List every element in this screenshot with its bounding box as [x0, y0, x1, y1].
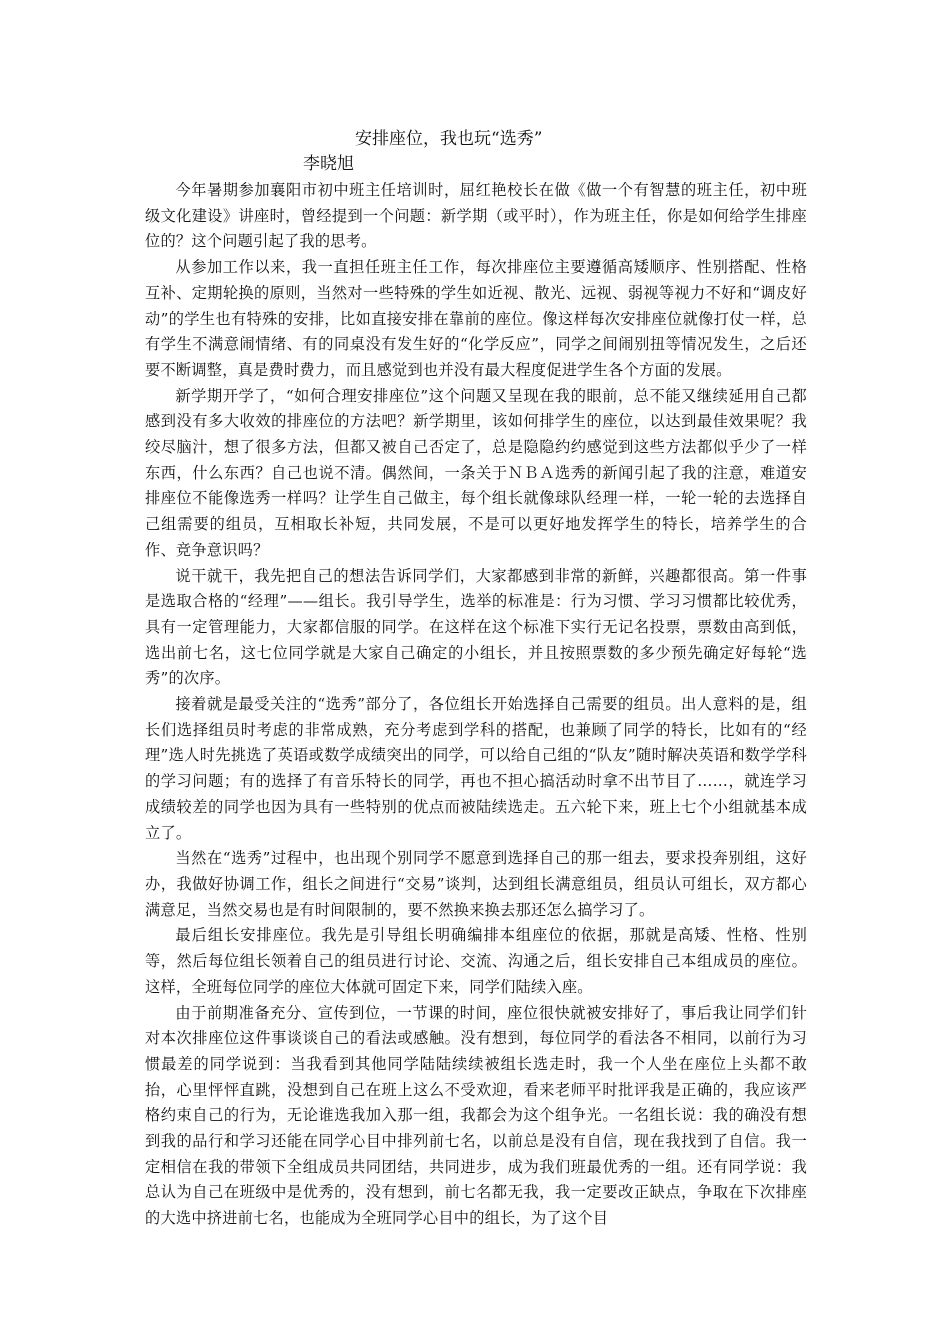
paragraph-3: 新学期开学了，“如何合理安排座位”这个问题又呈现在我的眼前，总不能又继续延用自己都感到没有多大收效的排座位的方法吧？新学期里，该如何排学生的座位，以达到最佳效果呢？我绞尽脑汁，想了很多方法，但都又被自己否定了，总是隐隐约约感觉到这些方法都似乎少了一样东西，什么东西？自己也说不清。偶然间，一条关于ＮＢＡ选秀的新闻引起了我的注意，难道安排座位不能像选秀一样吗？让学生自己做主，每个组长就像球队经理一样，一轮一轮的去选择自己组需要的组员，互相取长补短，共同发展，不是可以更好地发挥学生的特长，培养学生的合作、竞争意识吗？ — [145, 386, 807, 559]
document-author: 李晓旭 — [303, 154, 354, 174]
paragraph-6: 当然在“选秀”过程中，也出现个别同学不愿意到选择自己的那一组去，要求投奔别组，这好办，我做好协调工作，组长之间进行“交易”谈判，达到组长满意组员，组员认可组长，双方都心满意足，当然交易也是有时间限制的，要不然换来换去那还怎么搞学习了。 — [145, 849, 807, 919]
paragraph-8: 由于前期准备充分、宣传到位，一节课的时间，座位很快就被安排好了，事后我让同学们针对本次排座位这件事谈谈自己的看法或感触。没有想到，每位同学的看法各不相同，以前行为习惯最差的同学说到：当我看到其他同学陆陆续续被组长选走时，我一个人坐在座位上头都不敢抬，心里怦怦直跳，没想到自己在班上这么不受欢迎，看来老师平时批评我是正确的，我应该严格约束自己的行为，无论谁选我加入那一组，我都会为这个组争光。一名组长说：我的确没有想到我的品行和学习还能在同学心目中排列前七名，以前总是没有自信，现在我找到了自信。我一定相信在我的带领下全组成员共同团结，共同进步，成为我们班最优秀的一组。还有同学说：我总认为自己在班级中是优秀的，没有想到，前七名都无我，我一定要改正缺点，争取在下次排座的大选中挤进前七名，也能成为全班同学心目中的组长，为了这个目 — [145, 1003, 807, 1228]
paragraph-7: 最后组长安排座位。我先是引导组长明确编排本组座位的依据，那就是高矮、性格、性别等，然后每位组长领着自己的组员进行讨论、交流、沟通之后，组长安排自己本组成员的座位。这样，全班每位同学的座位大体就可固定下来，同学们陆续入座。 — [145, 926, 807, 996]
paragraph-1: 今年暑期参加襄阳市初中班主任培训时，屈红艳校长在做《做一个有智慧的班主任，初中班级文化建设》讲座时，曾经提到一个问题：新学期（或平时），作为班主任，你是如何给学生排座位的？这个问题引起了我的思考。 — [145, 181, 807, 251]
document-body — [145, 178, 807, 1232]
paragraph-2: 从参加工作以来，我一直担任班主任工作，每次排座位主要遵循高矮顺序、性别搭配、性格互补、定期轮换的原则，当然对一些特殊的学生如近视、散光、远视、弱视等视力不好和“调皮好动”的学生也有特殊的安排，比如直接安排在靠前的座位。像这样每次安排座位就像打仗一样，总有学生不满意闹情绪、有的同桌没有发生好的“化学反应”，同学之间闹别扭等情况发生，之后还要不断调整，真是费时费力，而且感觉到也并没有最大程度促进学生各个方面的发展。 — [145, 258, 807, 379]
paragraph-5: 接着就是最受关注的“选秀”部分了，各位组长开始选择自己需要的组员。出人意料的是，组长们选择组员时考虑的非常成熟，充分考虑到学科的搭配，也兼顾了同学的特长，比如有的“经理”选人时先挑选了英语或数学成绩突出的同学，可以给自己组的“队友”随时解决英语和数学学科的学习问题；有的选择了有音乐特长的同学，再也不担心搞活动时拿不出节目了……，就连学习成绩较差的同学也因为具有一些特别的优点而被陆续选走。五六轮下来，班上七个小组就基本成立了。 — [145, 695, 807, 842]
paragraph-4: 说干就干，我先把自己的想法告诉同学们，大家都感到非常的新鲜，兴趣都很高。第一件事是选取合格的“经理”——组长。我引导学生，选举的标准是：行为习惯、学习习惯都比较优秀，具有一定管理能力，大家都信服的同学。在这样在这个标准下实行无记名投票，票数由高到低，选出前七名，这七位同学就是大家自己确定的小组长，并且按照票数的多少预先确定好每轮“选秀”的次序。 — [145, 566, 807, 688]
document-title: 安排座位，我也玩“选秀” — [355, 129, 543, 149]
